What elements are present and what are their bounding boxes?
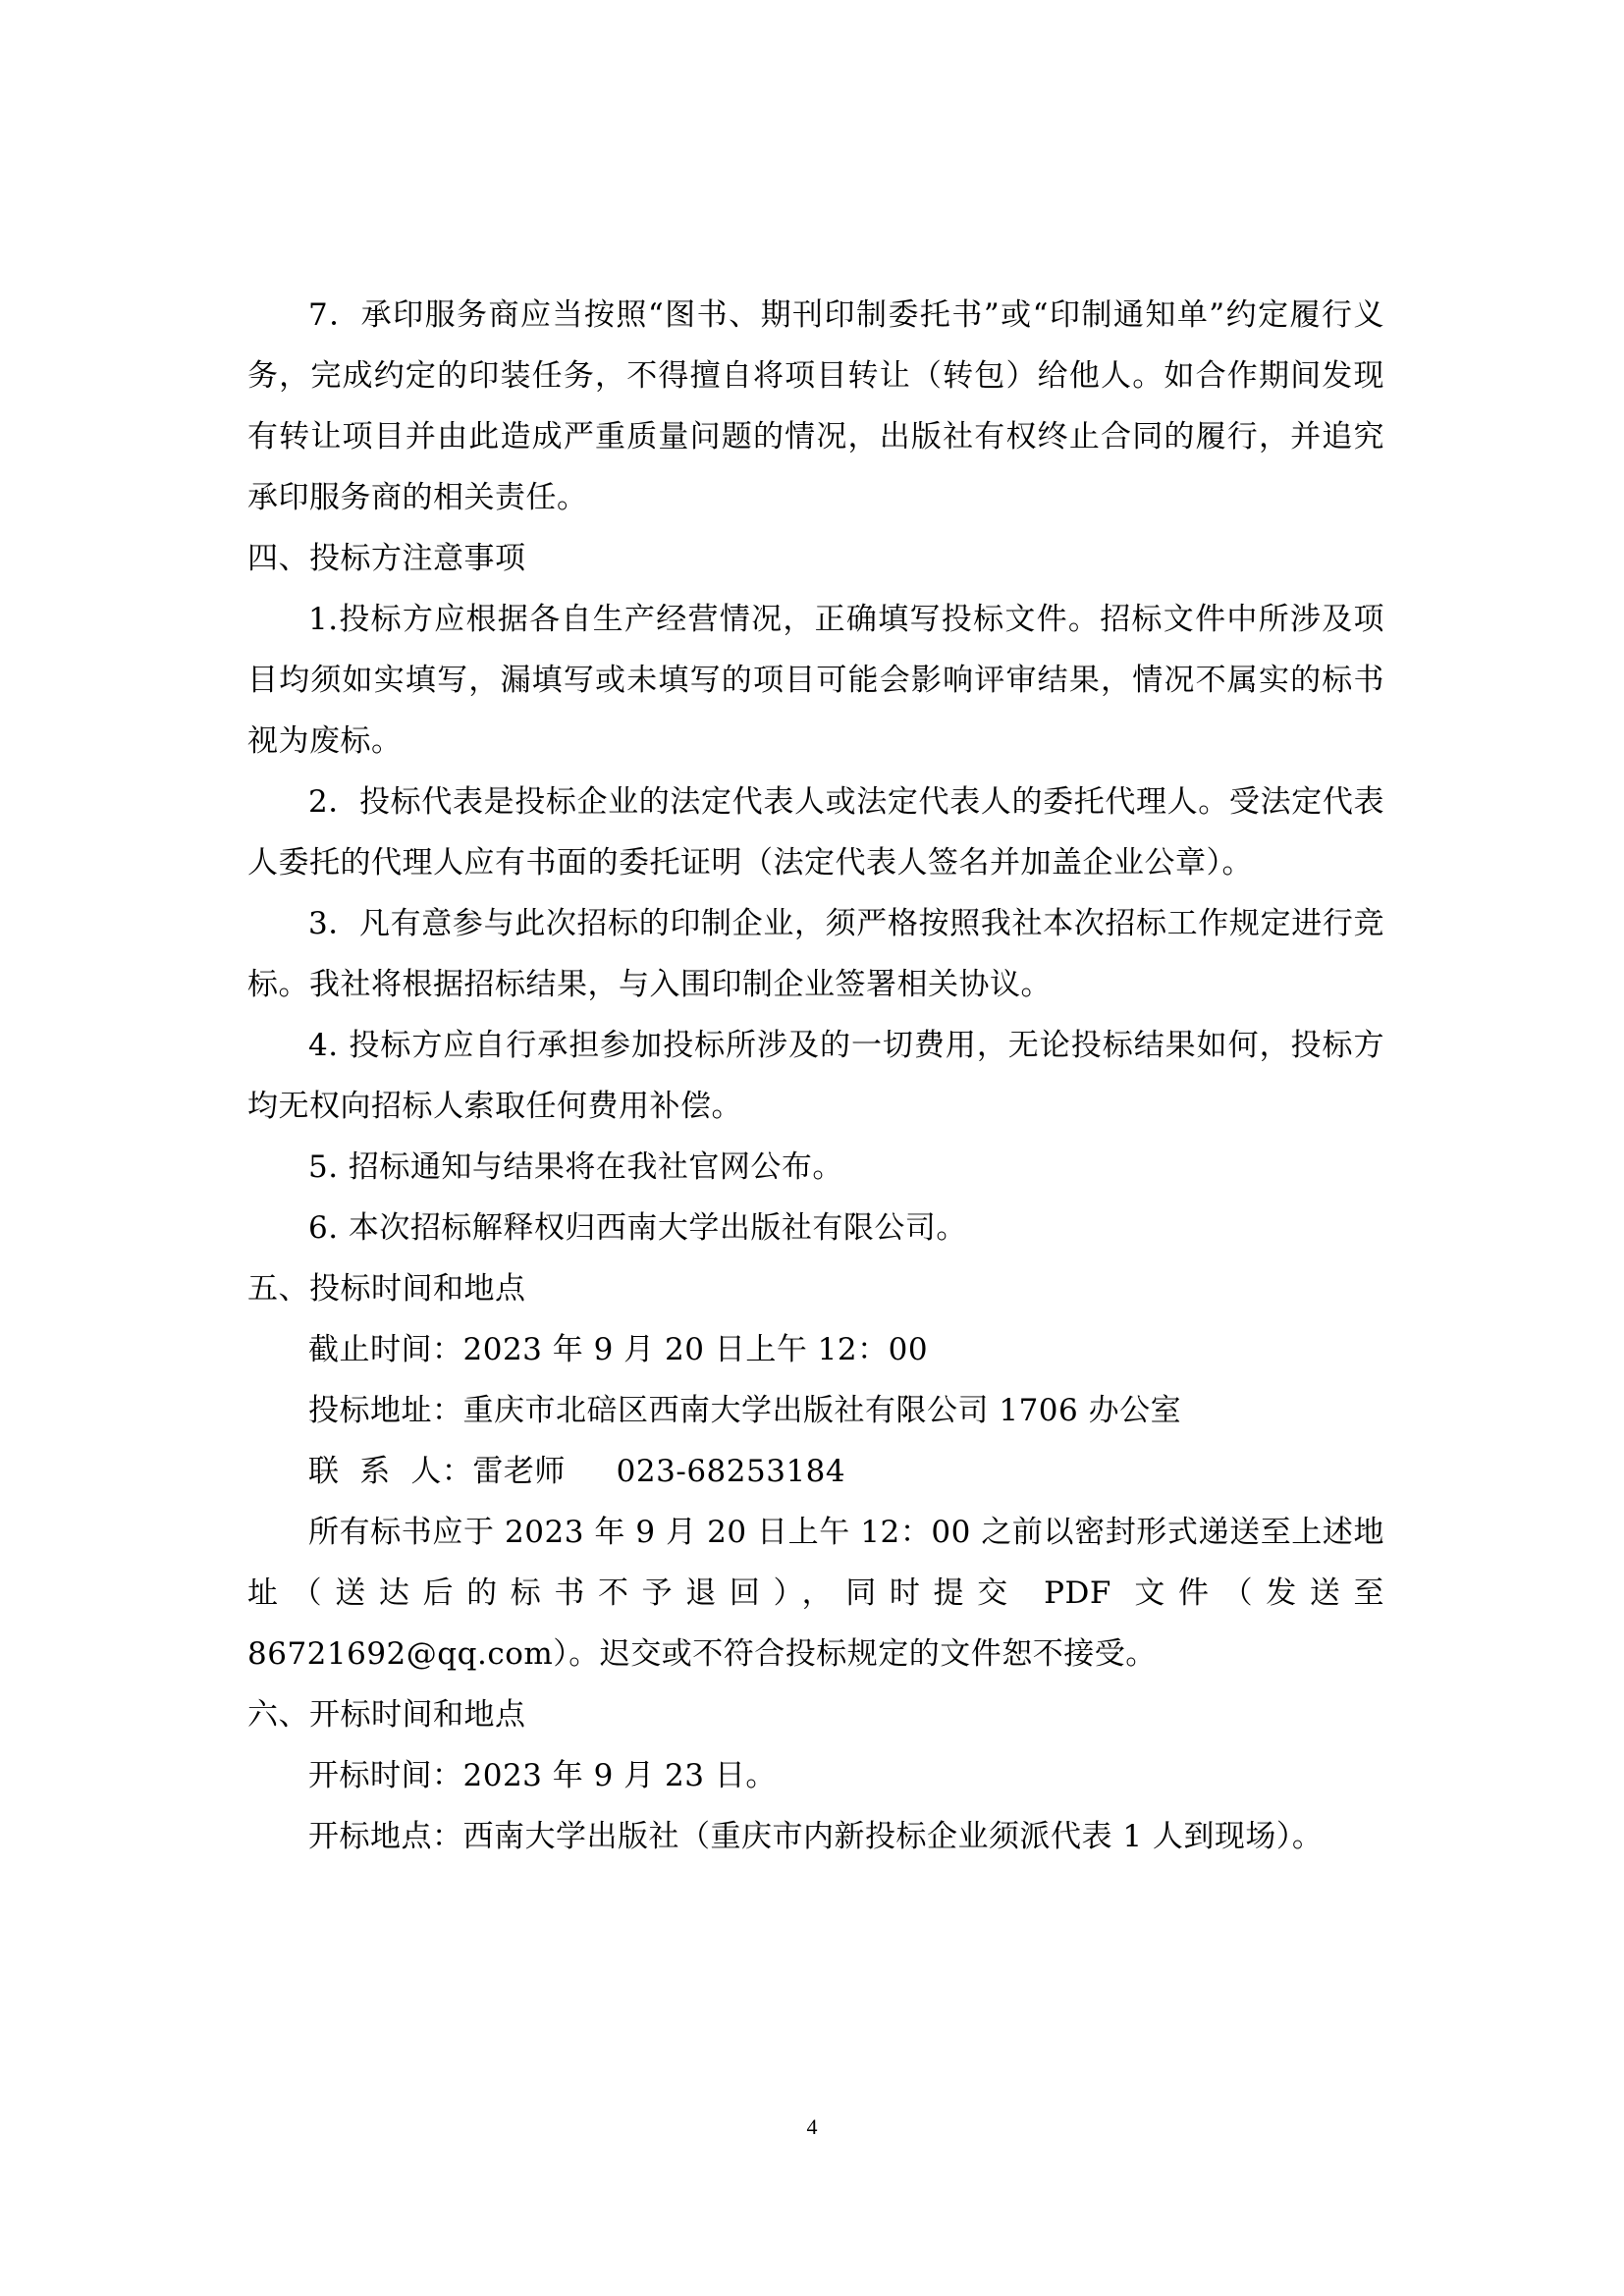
bid-address-line: 投标地址：重庆市北碚区西南大学出版社有限公司 1706 办公室 [308,1393,1182,1428]
notice-item-3: 3．凡有意参与此次招标的印制企业，须严格按照我社本次招标工作规定进行竞标。我社将根据招标结果，与入围印制企业签署相关协议。 [247,906,1384,1002]
clause-7-paragraph: 7．承印服务商应当按照“图书、期刊印制委托书”或“印制通知单”约定履行义务，完成约定的印装任务，不得擅自将项目转让（转包）给他人。如合作期间发现有转让项目并由此造成严重质量问题的情况，出版社有权终止合同的履行，并追究承印服务商的相关责任。 [247,297,1384,515]
notice-item-2: 2．投标代表是投标企业的法定代表人或法定代表人的委托代理人。受法定代表人委托的代理人应有书面的委托证明（法定代表人签名并加盖企业公章）。 [247,784,1384,881]
section-4-heading: 四、投标方注意事项 [247,541,526,576]
notice-item-5: 5. 招标通知与结果将在我社官网公布。 [308,1149,843,1185]
document-body [247,285,1384,1867]
opening-time-line: 开标时间：2023 年 9 月 23 日。 [308,1758,777,1793]
notice-item-6: 6. 本次招标解释权归西南大学出版社有限公司。 [308,1210,967,1246]
page-number: 4 [806,2114,818,2139]
submission-paragraph: 所有标书应于 2023 年 9 月 20 日上午 12：00 之前以密封形式递送至上述地址（送达后的标书不予退回），同时提交 PDF 文件（发送至 86721692@qq.com）。迟交或不符合投标规定的文件恕不接受。 [247,1515,1384,1672]
deadline-line: 截止时间：2023 年 9 月 20 日上午 12：00 [308,1332,929,1367]
contact-line: 联 系 人：雷老师 023-68253184 [308,1454,846,1489]
notice-item-4: 4. 投标方应自行承担参加投标所涉及的一切费用，无论投标结果如何，投标方均无权向招标人索取任何费用补偿。 [247,1028,1384,1124]
opening-location-line: 开标地点：西南大学出版社（重庆市内新投标企业须派代表 1 人到现场）。 [308,1819,1324,1854]
section-6-heading: 六、开标时间和地点 [247,1697,526,1733]
section-5-heading: 五、投标时间和地点 [247,1271,526,1307]
notice-item-1: 1.投标方应根据各自生产经营情况，正确填写投标文件。招标文件中所涉及项目均须如实填写，漏填写或未填写的项目可能会影响评审结果，情况不属实的标书视为废标。 [247,602,1384,759]
